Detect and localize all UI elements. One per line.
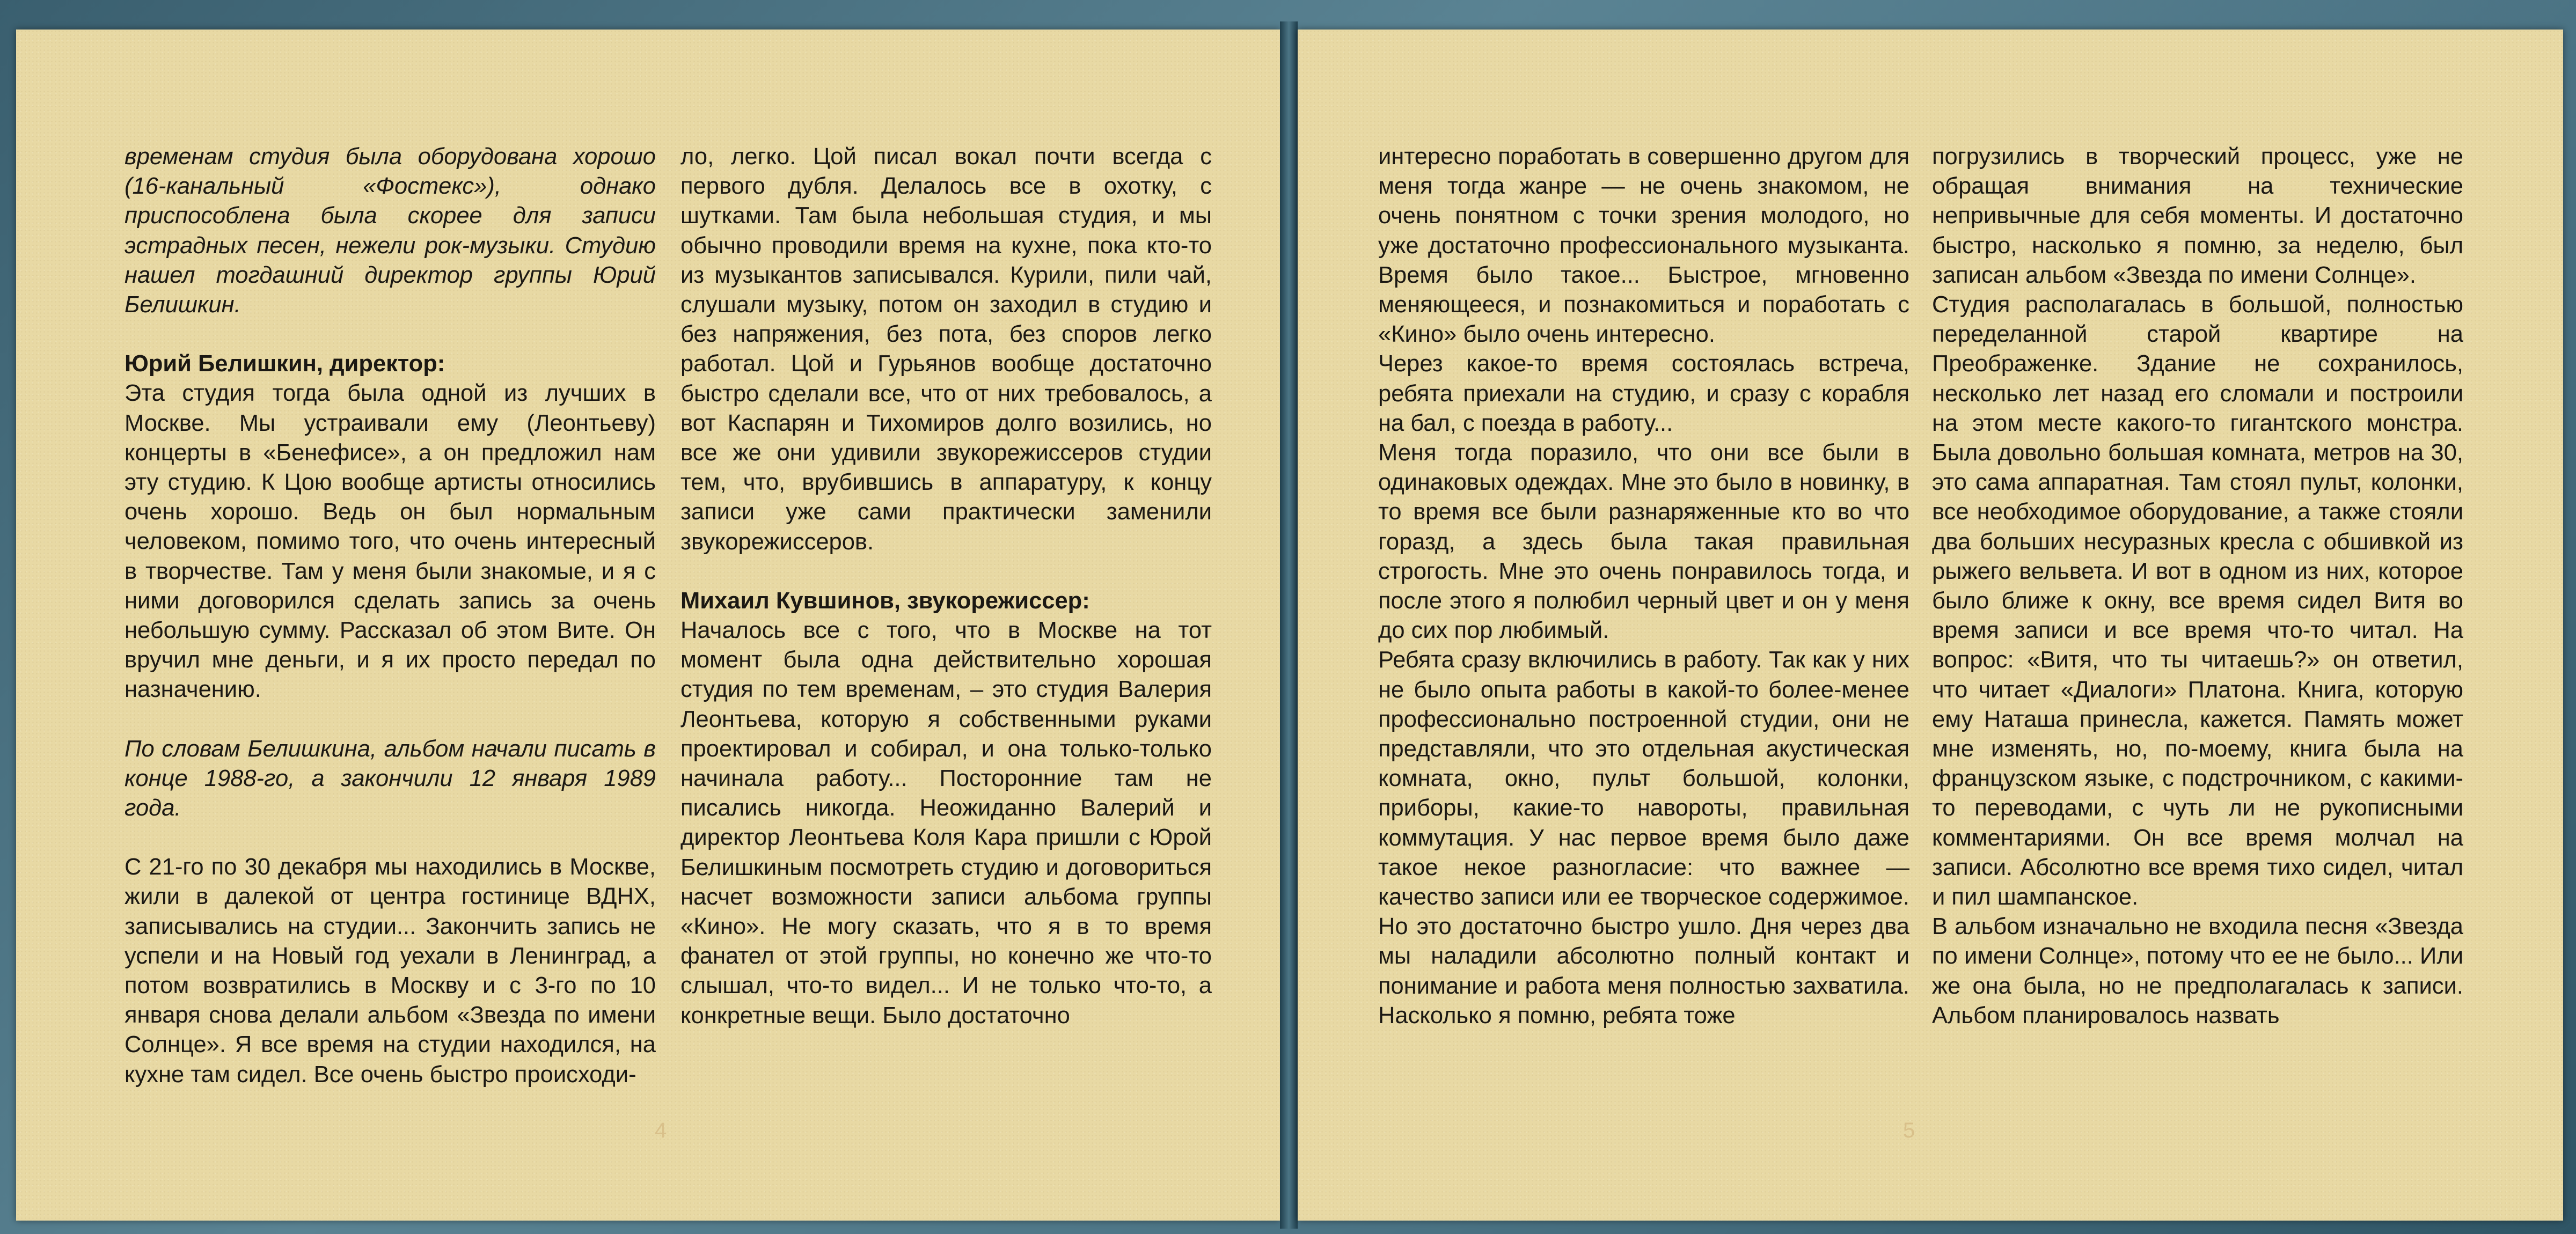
paragraph: В альбом изначально не входила песня «Звезда по имени Солнце», потому что ее не было... Или же она была, но не предполагалась к записи. Альбом планировалось назвать bbox=[1932, 914, 2463, 1029]
paragraph: Началось все с того, что в Москве на тот момент была одна действительно хорошая студия по тем временам, – это студия Валерия Леонтьева, которую я собственными руками проектировал и собирал, и она только-только начинала работу... Посторонние там не писались никогда. Неожиданно Валерий и директор Леонтьева Коля Кара пришли с Юрой Белишкиным посмотреть студию и договориться насчет возможности записи альбома группы «Кино». Не могу сказать, что я в то время фанател от этой группы, но конечно же что-то слышал, что-то видел... И не только что-то, а конкретные вещи. Было достаточно bbox=[680, 618, 1212, 1029]
paragraph-gap bbox=[125, 320, 656, 349]
paragraph: Меня тогда поразило, что они все были в одинаковых одеждах. Мне это было в новинку, в то время все были разнаряженные кто во что горазд, а здесь была такая правильная строгость. Мне это очень понравилось тогда, и после этого я полюбил черный цвет и он у меня до сих пор любимый. bbox=[1378, 440, 1909, 644]
page-number: 4 bbox=[655, 1119, 667, 1142]
book-spine bbox=[1280, 21, 1298, 1229]
paragraph: ло, легко. Цой писал вокал почти всегда с первого дубля. Делалось все в охотку, с шутками. Там была небольшая студия, и мы обычно проводили время на кухне, пока кто-то из музыкантов записывался. Курили, пили чай, слушали музыку, потом он заходил в студию и без напряжения, без пота, без споров легко работал. Цой и Гурьянов вообще достаточно быстро сделали все, что от них требовалось, а вот Каспарян и Тихомиров долго возились, но все же они удивили звукорежиссеров студии тем, что, врубившись в аппаратуру, к концу записи уже сами практически заменили звукорежиссеров. bbox=[680, 144, 1212, 555]
speaker-heading: Юрий Белишкин, директор: bbox=[125, 351, 445, 377]
italic-paragraph: По словам Белишкина, альбом начали писать в конце 1988-го, а закончили 12 января 1989 года. bbox=[125, 736, 656, 821]
paragraph-gap bbox=[680, 557, 1212, 586]
paragraph-gap bbox=[125, 705, 656, 734]
left-column bbox=[1378, 142, 1909, 1031]
paragraph: С 21-го по 30 декабря мы находились в Москве, жили в далекой от центра гостинице ВДНХ, записывались на студии... Закончить запись не успели и на Новый год уехали в Ленинград, а потом возвратились в Москву и с 3-го по 10 января снова делали альбом «Звезда по имени Солнце». Я все время на студии находился, на кухне там сидел. Все очень быстро происходи- bbox=[125, 854, 656, 1088]
paragraph: Через какое-то время состоялась встреча, ребята приехали на студию, и сразу с корабля на бал, с поезда в работу... bbox=[1378, 351, 1909, 436]
left-page bbox=[16, 30, 1280, 1221]
paragraph: Ребята сразу включились в работу. Так как у них не было опыта работы в какой-то более-менее профессионально построенной студии, они не представляли, что это отдельная акустическая комната, окно, пульт большой, колонки, приборы, какие-то навороты, правильная коммутация. У нас первое время было даже такое некое разногласие: что важнее — качество записи или ее творческое содержимое. Но это достаточно быстро ушло. Дня через два мы наладили абсолютно полный контакт и понимание и работа меня полностью захватила. Насколько я помню, ребята тоже bbox=[1378, 647, 1909, 1029]
speaker-heading: Михаил Кувшинов, звукорежиссер: bbox=[680, 587, 1090, 614]
paragraph: Эта студия тогда была одной из лучших в Москве. Мы устраивали ему (Леонтьеву) концерты в «Бенефисе», а он предложил нам эту студию. К Цою вообще артисты относились очень хорошо. Ведь он был нормальным человеком, помимо того, что очень интересный в творчестве. Там у меня были знакомые, и я с ними договорился сделать запись за очень небольшую сумму. Рассказал об этом Вите. Он вручил мне деньги, и я их просто передал по назначению. bbox=[125, 380, 656, 703]
right-column bbox=[1932, 142, 2463, 1031]
left-column bbox=[125, 142, 656, 1090]
paragraph: погрузились в творческий процесс, уже не обращая внимания на технические непривычные для себя моменты. И достаточно быстро, насколько я помню, за неделю, был записан альбом «Звезда по имени Солнце». bbox=[1932, 144, 2463, 288]
paragraph-gap bbox=[125, 823, 656, 853]
page-number: 5 bbox=[1903, 1119, 1915, 1142]
right-column bbox=[680, 142, 1212, 1031]
right-page bbox=[1298, 30, 2563, 1221]
italic-paragraph: временам студия была оборудована хорошо (16-канальный «Фостекс»), однако приспособлена была скорее для записи эстрадных песен, нежели рок-музыки. Студию нашел тогдашний директор группы Юрий Белишкин. bbox=[125, 144, 656, 318]
paragraph: Студия располагалась в большой, полностью переделанной старой квартире на Преображенке. Здание не сохранилось, несколько лет назад его сломали и построили на этом месте какого-то гигантского монстра. Была довольно большая комната, метров на 30, это сама аппаратная. Там стоял пульт, колонки, все необходимое оборудование, а также стояли два больших несуразных кресла с обшивкой из рыжего вельвета. И вот в одном из них, которое было ближе к окну, все время сидел Витя во время записи и все время что-то читал. На вопрос: «Витя, что ты читаешь?» он ответил, что читает «Диалоги» Платона. Книга, которую ему Наташа принесла, кажется. Память может мне изменять, но, по-моему, книга была на французском языке, с подстрочником, с какими-то переводами, с чуть ли не рукописными комментариями. Он все время молчал на записи. Абсолютно все время тихо сидел, читал и пил шампанское. bbox=[1932, 292, 2463, 910]
paragraph: интересно поработать в совершенно другом для меня тогда жанре — не очень знакомом, не очень понятном с точки зрения молодого, но уже достаточно профессионального музыканта. Время было такое... Быстрое, мгновенно меняющееся, и познакомиться и поработать с «Кино» было очень интересно. bbox=[1378, 144, 1909, 348]
